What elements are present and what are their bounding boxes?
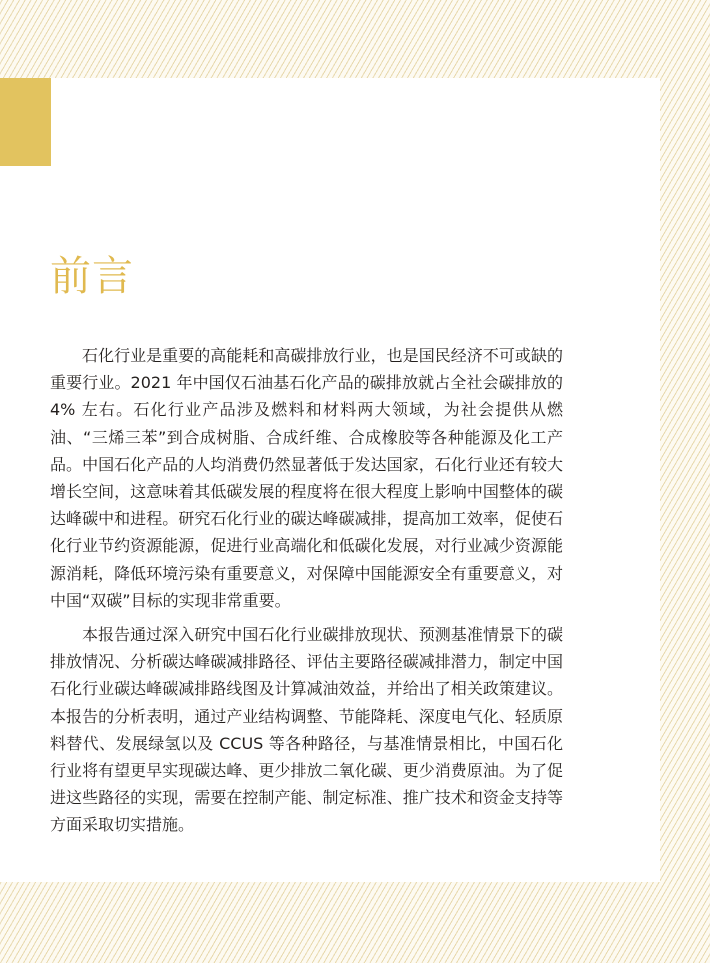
- body-text: [50, 342, 563, 846]
- page-title: 前言: [50, 252, 134, 300]
- paragraph-2: 本报告通过深入研究中国石化行业碳排放现状、预测基准情景下的碳排放情况、分析碳达峰碳减排路径、评估主要路径碳减排潜力，制定中国石化行业碳达峰碳减排路线图及计算减油效益，并给出了相关政策建议。本报告的分析表明，通过产业结构调整、节能降耗、深度电气化、轻质原料替代、发展绿氢以及 CCUS 等各种路径，与基准情景相比，中国石化行业将有望更早实现碳达峰、更少排放二氧化碳、更少消费原油。为了促进这些路径的实现，需要在控制产能、制定标准、推广技术和资金支持等方面采取切实措施。: [50, 625, 563, 835]
- accent-block: [0, 78, 51, 166]
- paragraph-1: 石化行业是重要的高能耗和高碳排放行业，也是国民经济不可或缺的重要行业。2021 年中国仅石油基石化产品的碳排放就占全社会碳排放的 4% 左右。石化行业产品涉及燃料和材料两大领域，为社会提供从燃油、“三烯三苯”到合成树脂、合成纤维、合成橡胶等各种能源及化工产品。中国石化产品的人均消费仍然显著低于发达国家，石化行业还有较大增长空间，这意味着其低碳发展的程度将在很大程度上影响中国整体的碳达峰碳中和进程。研究石化行业的碳达峰碳减排，提高加工效率，促使石化行业节约资源能源，促进行业高端化和低碳化发展，对行业减少资源能源消耗，降低环境污染有重要意义，对保障中国能源安全有重要意义，对中国“双碳”目标的实现非常重要。: [50, 346, 563, 610]
